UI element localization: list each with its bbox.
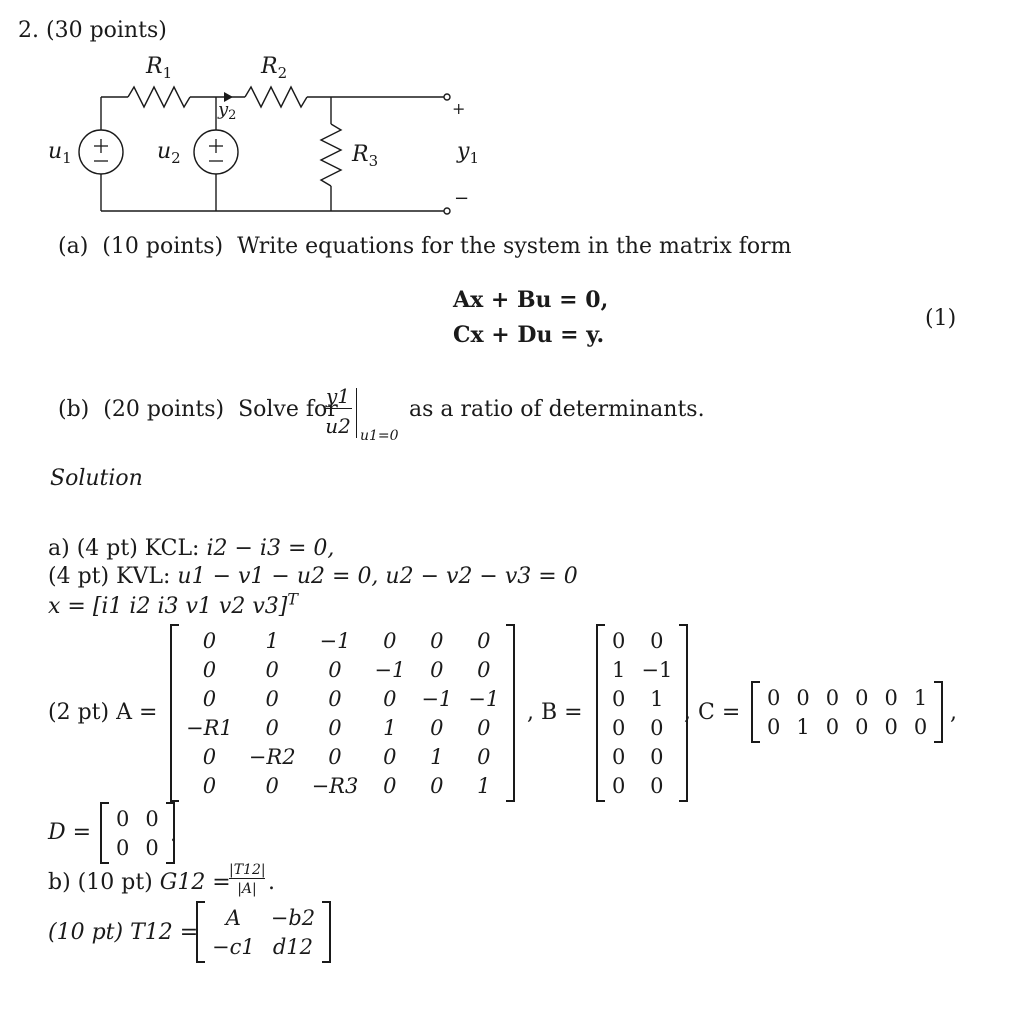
matrix-a-cell: 0: [430, 715, 444, 740]
matrix-a-cell: 0: [430, 657, 444, 682]
matrix-c-cell: 0: [767, 685, 781, 710]
label-y2: $y_2$: [218, 99, 237, 123]
matrix-b-cell: 0: [612, 744, 626, 769]
matrix-d-cell: 0: [145, 806, 159, 831]
matrix-d-row: [108, 833, 167, 862]
matrix-a-cell: 0: [328, 715, 342, 740]
matrix-a-row: [178, 771, 507, 800]
matrix-a-cell: 1: [430, 744, 444, 769]
kcl-line: a) (4 pt) KCL: i2 − i3 = 0,: [48, 536, 335, 561]
matrix-b: [596, 624, 688, 802]
matrix-a-cell: 0: [477, 657, 491, 682]
equation-number: (1): [925, 306, 957, 331]
matrix-a-cell: 1: [477, 773, 491, 798]
matrix-b-cell: 0: [650, 773, 664, 798]
b-matrix-label: , B =: [527, 700, 583, 725]
d-matrix-label: D =: [48, 820, 92, 845]
frac-den: u2: [325, 414, 351, 438]
matrix-t12-cell: −c1: [212, 934, 255, 959]
matrix-b-cell: 0: [612, 715, 626, 740]
frac-num: y1: [325, 384, 351, 408]
g12-trail: .: [268, 870, 275, 895]
g12-num: |T12|: [229, 862, 266, 878]
matrix-b-row: [604, 655, 680, 684]
a-matrix-label: (2 pt) A =: [48, 700, 158, 725]
matrix-a-cell: −R1: [186, 715, 233, 740]
label-plus: +: [452, 99, 466, 118]
matrix-a-row: [178, 684, 507, 713]
matrix-a: [170, 624, 515, 802]
matrix-a-cell: 0: [328, 686, 342, 711]
matrix-a-cell: 0: [383, 686, 397, 711]
label-r2: $R_2$: [261, 54, 288, 82]
matrix-t12-cell: A: [225, 905, 241, 930]
matrix-a-cell: 0: [265, 657, 279, 682]
matrix-d-cell: 0: [116, 835, 130, 860]
matrix-a-cell: 0: [202, 773, 217, 798]
matrix-b-row: [604, 771, 680, 800]
matrix-a-row: [178, 742, 507, 771]
matrix-a-cell: 0: [265, 715, 279, 740]
matrix-a-cell: 0: [383, 628, 397, 653]
matrix-a-cell: 0: [477, 715, 491, 740]
matrix-b-cell: 0: [612, 686, 626, 711]
part-b-text-after: as a ratio of determinants.: [409, 397, 705, 422]
matrix-t12: [196, 901, 331, 963]
problem-number: 2.: [18, 18, 39, 43]
matrix-a-row: [178, 626, 507, 655]
matrix-a-cell: 0: [477, 744, 491, 769]
part-b-prompt: (b) (20 points) Solve for: [58, 397, 338, 422]
equation-2: Cx + Du = y.: [453, 322, 605, 348]
matrix-b-cell: 1: [612, 657, 626, 682]
eval-bar: [356, 388, 357, 438]
kvl-line: (4 pt) KVL: u1 − v1 − u2 = 0, u2 − v2 − v3 = 0: [48, 564, 578, 589]
equation-1: Ax + Bu = 0,: [453, 287, 609, 313]
label-minus: −: [454, 188, 470, 209]
matrix-t12-row: [204, 903, 323, 932]
matrix-a-row: [178, 655, 507, 684]
matrix-c-row: [759, 683, 935, 712]
matrix-a-cell: −R3: [311, 773, 359, 798]
matrix-c: [751, 681, 943, 743]
matrix-t12-row: [204, 932, 323, 961]
matrix-a-cell: 0: [265, 773, 279, 798]
g12-line: b) (10 pt) G12 =: [48, 870, 231, 895]
matrix-b-row: [604, 713, 680, 742]
matrix-b-row: [604, 742, 680, 771]
matrix-a-cell: −R2: [248, 744, 296, 769]
matrix-a-cell: 0: [383, 773, 397, 798]
problem-points: (30 points): [46, 18, 167, 43]
matrix-d-cell: 0: [116, 806, 130, 831]
matrix-b-cell: 0: [612, 628, 626, 653]
matrix-a-cell: 0: [477, 628, 491, 653]
matrix-t12-cell: d12: [272, 934, 313, 959]
matrix-t12-cell: −b2: [270, 905, 316, 930]
terminal-bottom: [444, 208, 450, 214]
matrix-a-cell: 0: [328, 744, 342, 769]
label-u2: $u_2$: [157, 139, 181, 167]
matrix-a-cell: 1: [265, 628, 279, 653]
resistor-r1: [128, 87, 190, 107]
d-trail: .: [170, 822, 177, 847]
matrix-a-cell: 0: [328, 657, 342, 682]
matrix-a-cell: 0: [265, 686, 279, 711]
terminal-top: [444, 94, 450, 100]
label-u1: $u_1$: [48, 139, 72, 167]
matrix-a-cell: 1: [383, 715, 397, 740]
matrix-a-cell: 0: [383, 744, 397, 769]
matrix-d: [100, 802, 175, 864]
matrix-d-row: [108, 804, 167, 833]
matrix-a-cell: −1: [374, 657, 406, 682]
matrix-b-cell: 0: [650, 628, 664, 653]
matrix-c-cell: 0: [884, 714, 898, 739]
matrix-b-row: [604, 626, 680, 655]
matrix-b-cell: 0: [650, 744, 664, 769]
eval-condition: u1=0: [360, 428, 399, 444]
c-trail: ,: [950, 700, 957, 725]
resistor-r2: [245, 87, 307, 107]
matrix-a-cell: −1: [319, 628, 351, 653]
matrix-a-cell: 0: [430, 628, 444, 653]
matrix-a-cell: 0: [202, 686, 217, 711]
c-matrix-label: , C =: [684, 700, 741, 725]
matrix-c-cell: 0: [855, 714, 869, 739]
matrix-c-cell: 1: [913, 685, 928, 710]
matrix-b-cell: 0: [650, 715, 664, 740]
matrix-a-cell: −1: [421, 686, 453, 711]
matrix-b-row: [604, 684, 680, 713]
matrix-c-cell: 0: [796, 685, 810, 710]
matrix-c-cell: 0: [855, 685, 869, 710]
t12-label: (10 pt) T12 =: [48, 920, 199, 945]
label-r3: $R_3$: [352, 142, 379, 170]
matrix-a-cell: 0: [430, 773, 444, 798]
matrix-b-cell: 1: [650, 686, 664, 711]
label-y1: $y_1$: [457, 139, 479, 167]
matrix-c-cell: 1: [796, 714, 810, 739]
matrix-a-cell: 0: [202, 744, 217, 769]
matrix-a-cell: 0: [202, 657, 217, 682]
matrix-c-cell: 0: [825, 714, 840, 739]
matrix-c-cell: 0: [825, 685, 840, 710]
label-r1: $R_1$: [146, 54, 173, 82]
x-definition: x = [i1 i2 i3 v1 v2 v3]$^T$: [48, 589, 298, 619]
matrix-c-cell: 0: [913, 714, 928, 739]
matrix-b-cell: −1: [641, 657, 673, 682]
matrix-c-row: [759, 712, 935, 741]
g12-den: |A|: [237, 881, 257, 897]
matrix-b-cell: 0: [612, 773, 626, 798]
part-a-prompt: (a) (10 points) Write equations for the system in the matrix form: [58, 234, 792, 259]
matrix-a-cell: −1: [468, 686, 500, 711]
resistor-r3: [321, 124, 341, 186]
matrix-a-row: [178, 713, 507, 742]
matrix-d-cell: 0: [145, 835, 159, 860]
matrix-c-cell: 0: [884, 685, 898, 710]
matrix-c-cell: 0: [767, 714, 781, 739]
matrix-a-cell: 0: [202, 628, 217, 653]
solution-heading: Solution: [50, 466, 143, 491]
